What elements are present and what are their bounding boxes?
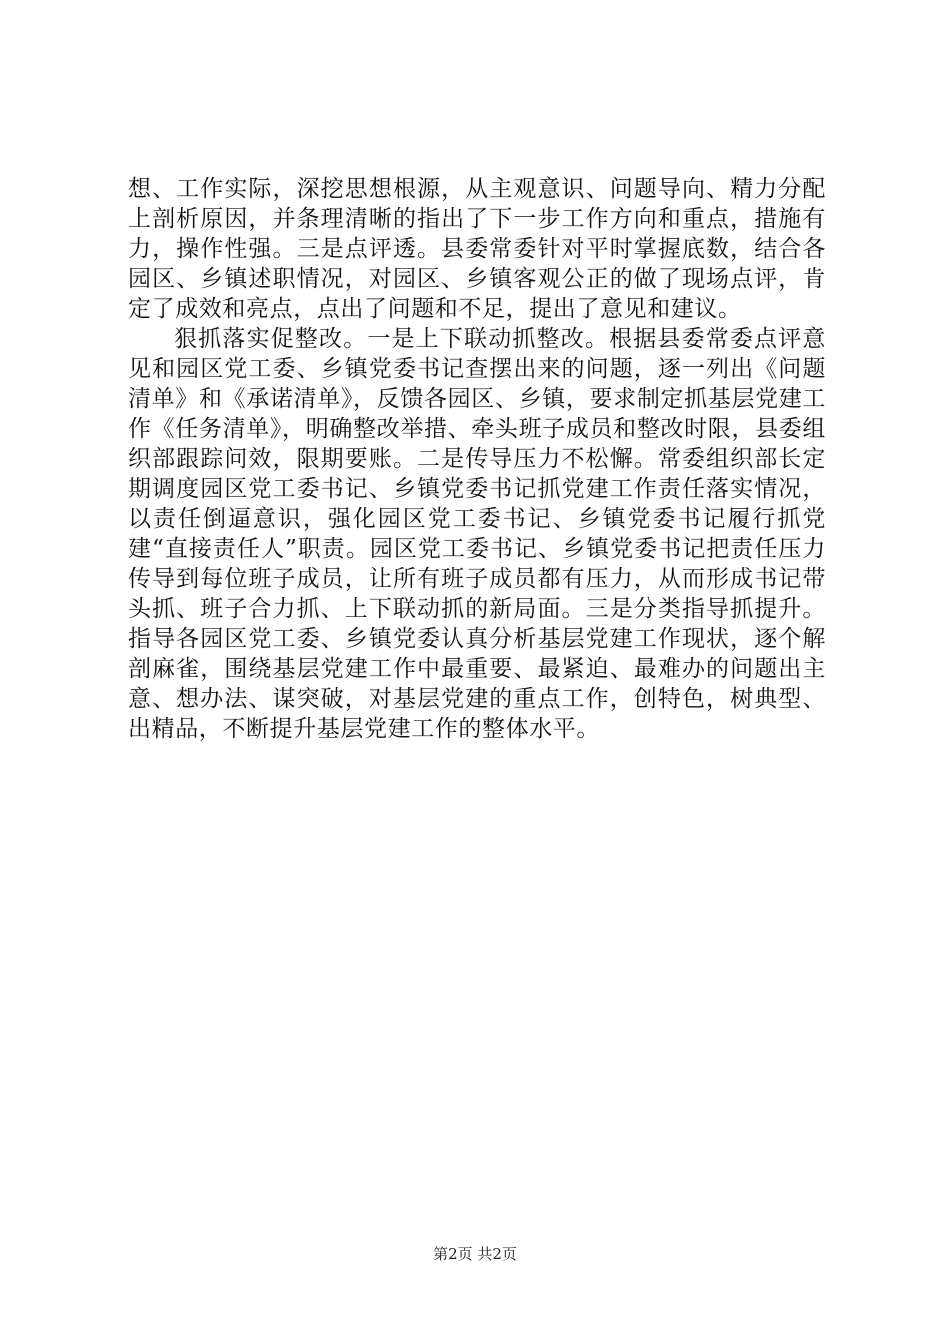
document-body [128, 174, 826, 744]
paragraph-2: 狠抓落实促整改。一是上下联动抓整改。根据县委常委点评意见和园区党工委、乡镇党委书记查摆出来的问题，逐一列出《问题清单》和《承诺清单》，反馈各园区、乡镇，要求制定抓基层党建工作《任务清单》，明确整改举措、牵头班子成员和整改时限，县委组织部跟踪问效，限期要账。二是传导压力不松懈。常委组织部长定期调度园区党工委书记、乡镇党委书记抓党建工作责任落实情况，以责任倒逼意识，强化园区党工委书记、乡镇党委书记履行抓党建“直接责任人”职责。园区党工委书记、乡镇党委书记把责任压力传导到每位班子成员，让所有班子成员都有压力，从而形成书记带头抓、班子合力抓、上下联动抓的新局面。三是分类指导抓提升。指导各园区党工委、乡镇党委认真分析基层党建工作现状，逐个解剖麻雀，围绕基层党建工作中最重要、最紧迫、最难办的问题出主意、想办法、谋突破，对基层党建的重点工作，创特色，树典型、出精品，不断提升基层党建工作的整体水平。 [128, 326, 826, 742]
paragraph-1: 想、工作实际，深挖思想根源，从主观意识、问题导向、精力分配上剖析原因，并条理清晰的指出了下一步工作方向和重点，措施有力，操作性强。三是点评透。县委常委针对平时掌握底数，结合各园区、乡镇述职情况，对园区、乡镇客观公正的做了现场点评，肯定了成效和亮点，点出了问题和不足，提出了意见和建议。 [128, 176, 826, 322]
page-number-footer: 第2页 共2页 [433, 1245, 517, 1263]
